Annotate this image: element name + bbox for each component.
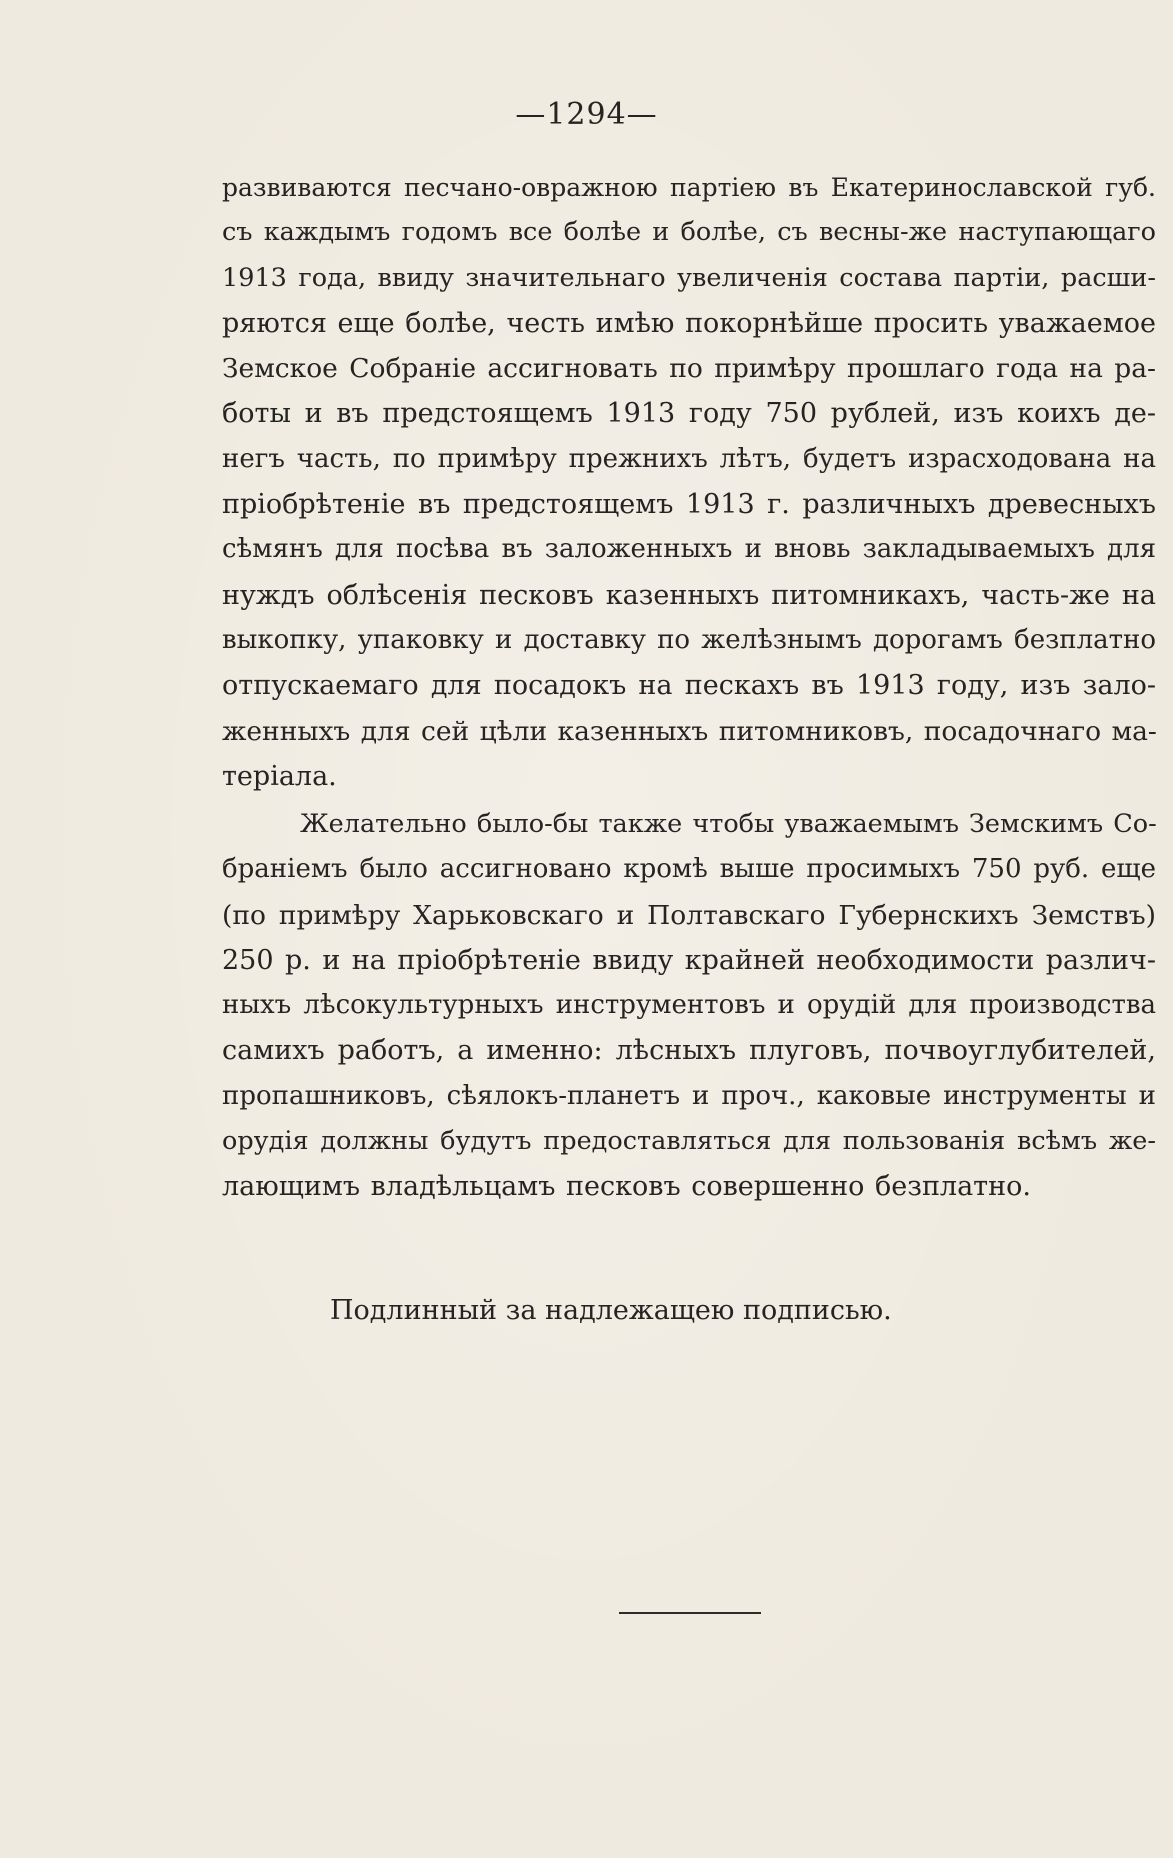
text-line: самихъ работъ, а именно: лѣсныхъ плуговъ, почвоуглубителей, bbox=[222, 1035, 1156, 1067]
text-line: выкопку, упаковку и доставку по желѣзнымъ дорогамъ безплатно bbox=[222, 624, 1156, 655]
text-line: развиваются песчано-овражною партіею въ Екатеринославской губ. bbox=[222, 173, 1156, 202]
text-line: пропашниковъ, сѣялокъ-планетъ и проч., каковые инструменты и bbox=[222, 1080, 1156, 1111]
text-line: браніемъ было ассигновано кромѣ выше просимыхъ 750 руб. еще bbox=[222, 854, 1156, 885]
text-line: орудія должны будутъ предоставляться для пользованія всѣмъ же- bbox=[222, 1126, 1156, 1157]
signature-note: Подлинный за надлежащею подписью. bbox=[330, 1295, 892, 1326]
text-line: нуждъ облѣсенія песковъ казенныхъ питомникахъ, часть-же на bbox=[222, 579, 1156, 611]
text-line: отпускаемаго для посадокъ на пескахъ въ 1913 году, изъ зало- bbox=[222, 670, 1156, 702]
text-line: боты и въ предстоящемъ 1913 году 750 рублей, изъ коихъ де- bbox=[222, 398, 1156, 430]
closing-rule bbox=[619, 1612, 761, 1614]
paragraph-2 bbox=[222, 802, 1156, 1210]
text-line: ряются еще болѣе, честь имѣю покорнѣйше просить уважаемое bbox=[222, 307, 1156, 339]
text-line: негъ часть, по примѣру прежнихъ лѣтъ, будетъ израсходована на bbox=[222, 443, 1156, 474]
text-line: 1913 года, ввиду значительнаго увеличенія состава партіи, расши- bbox=[222, 262, 1156, 293]
text-line: ныхъ лѣсокультурныхъ инструментовъ и орудій для производства bbox=[222, 990, 1156, 1021]
text-line: 250 р. и на пріобрѣтеніе ввиду крайней необходимости различ- bbox=[222, 944, 1156, 976]
text-line: женныхъ для сей цѣли казенныхъ питомниковъ, посадочнаго ма- bbox=[222, 715, 1157, 747]
text-line: сѣмянъ для посѣва въ заложенныхъ и вновь закладываемыхъ для bbox=[222, 534, 1156, 565]
text-line: пріобрѣтеніе въ предстоящемъ 1913 г. различныхъ древесныхъ bbox=[222, 489, 1156, 521]
text-line: Желательно было-бы также чтобы уважаемымъ Земскимъ Со- bbox=[300, 809, 1157, 839]
page-number: —1294— bbox=[515, 97, 658, 132]
show-through-texture bbox=[215, 1220, 935, 1680]
text-line: лающимъ владѣльцамъ песковъ совершенно безплатно. bbox=[222, 1171, 1031, 1203]
paragraph-1 bbox=[222, 165, 1156, 799]
text-line: Земское Собраніе ассигновать по примѣру прошлаго года на ра- bbox=[222, 353, 1156, 385]
text-line: (по примѣру Харьковскаго и Полтавскаго Губернскихъ Земствъ) bbox=[222, 899, 1156, 931]
text-line: съ каждымъ годомъ все болѣе и болѣе, съ весны-же наступающаго bbox=[222, 217, 1156, 248]
text-line: теріала. bbox=[222, 760, 337, 792]
